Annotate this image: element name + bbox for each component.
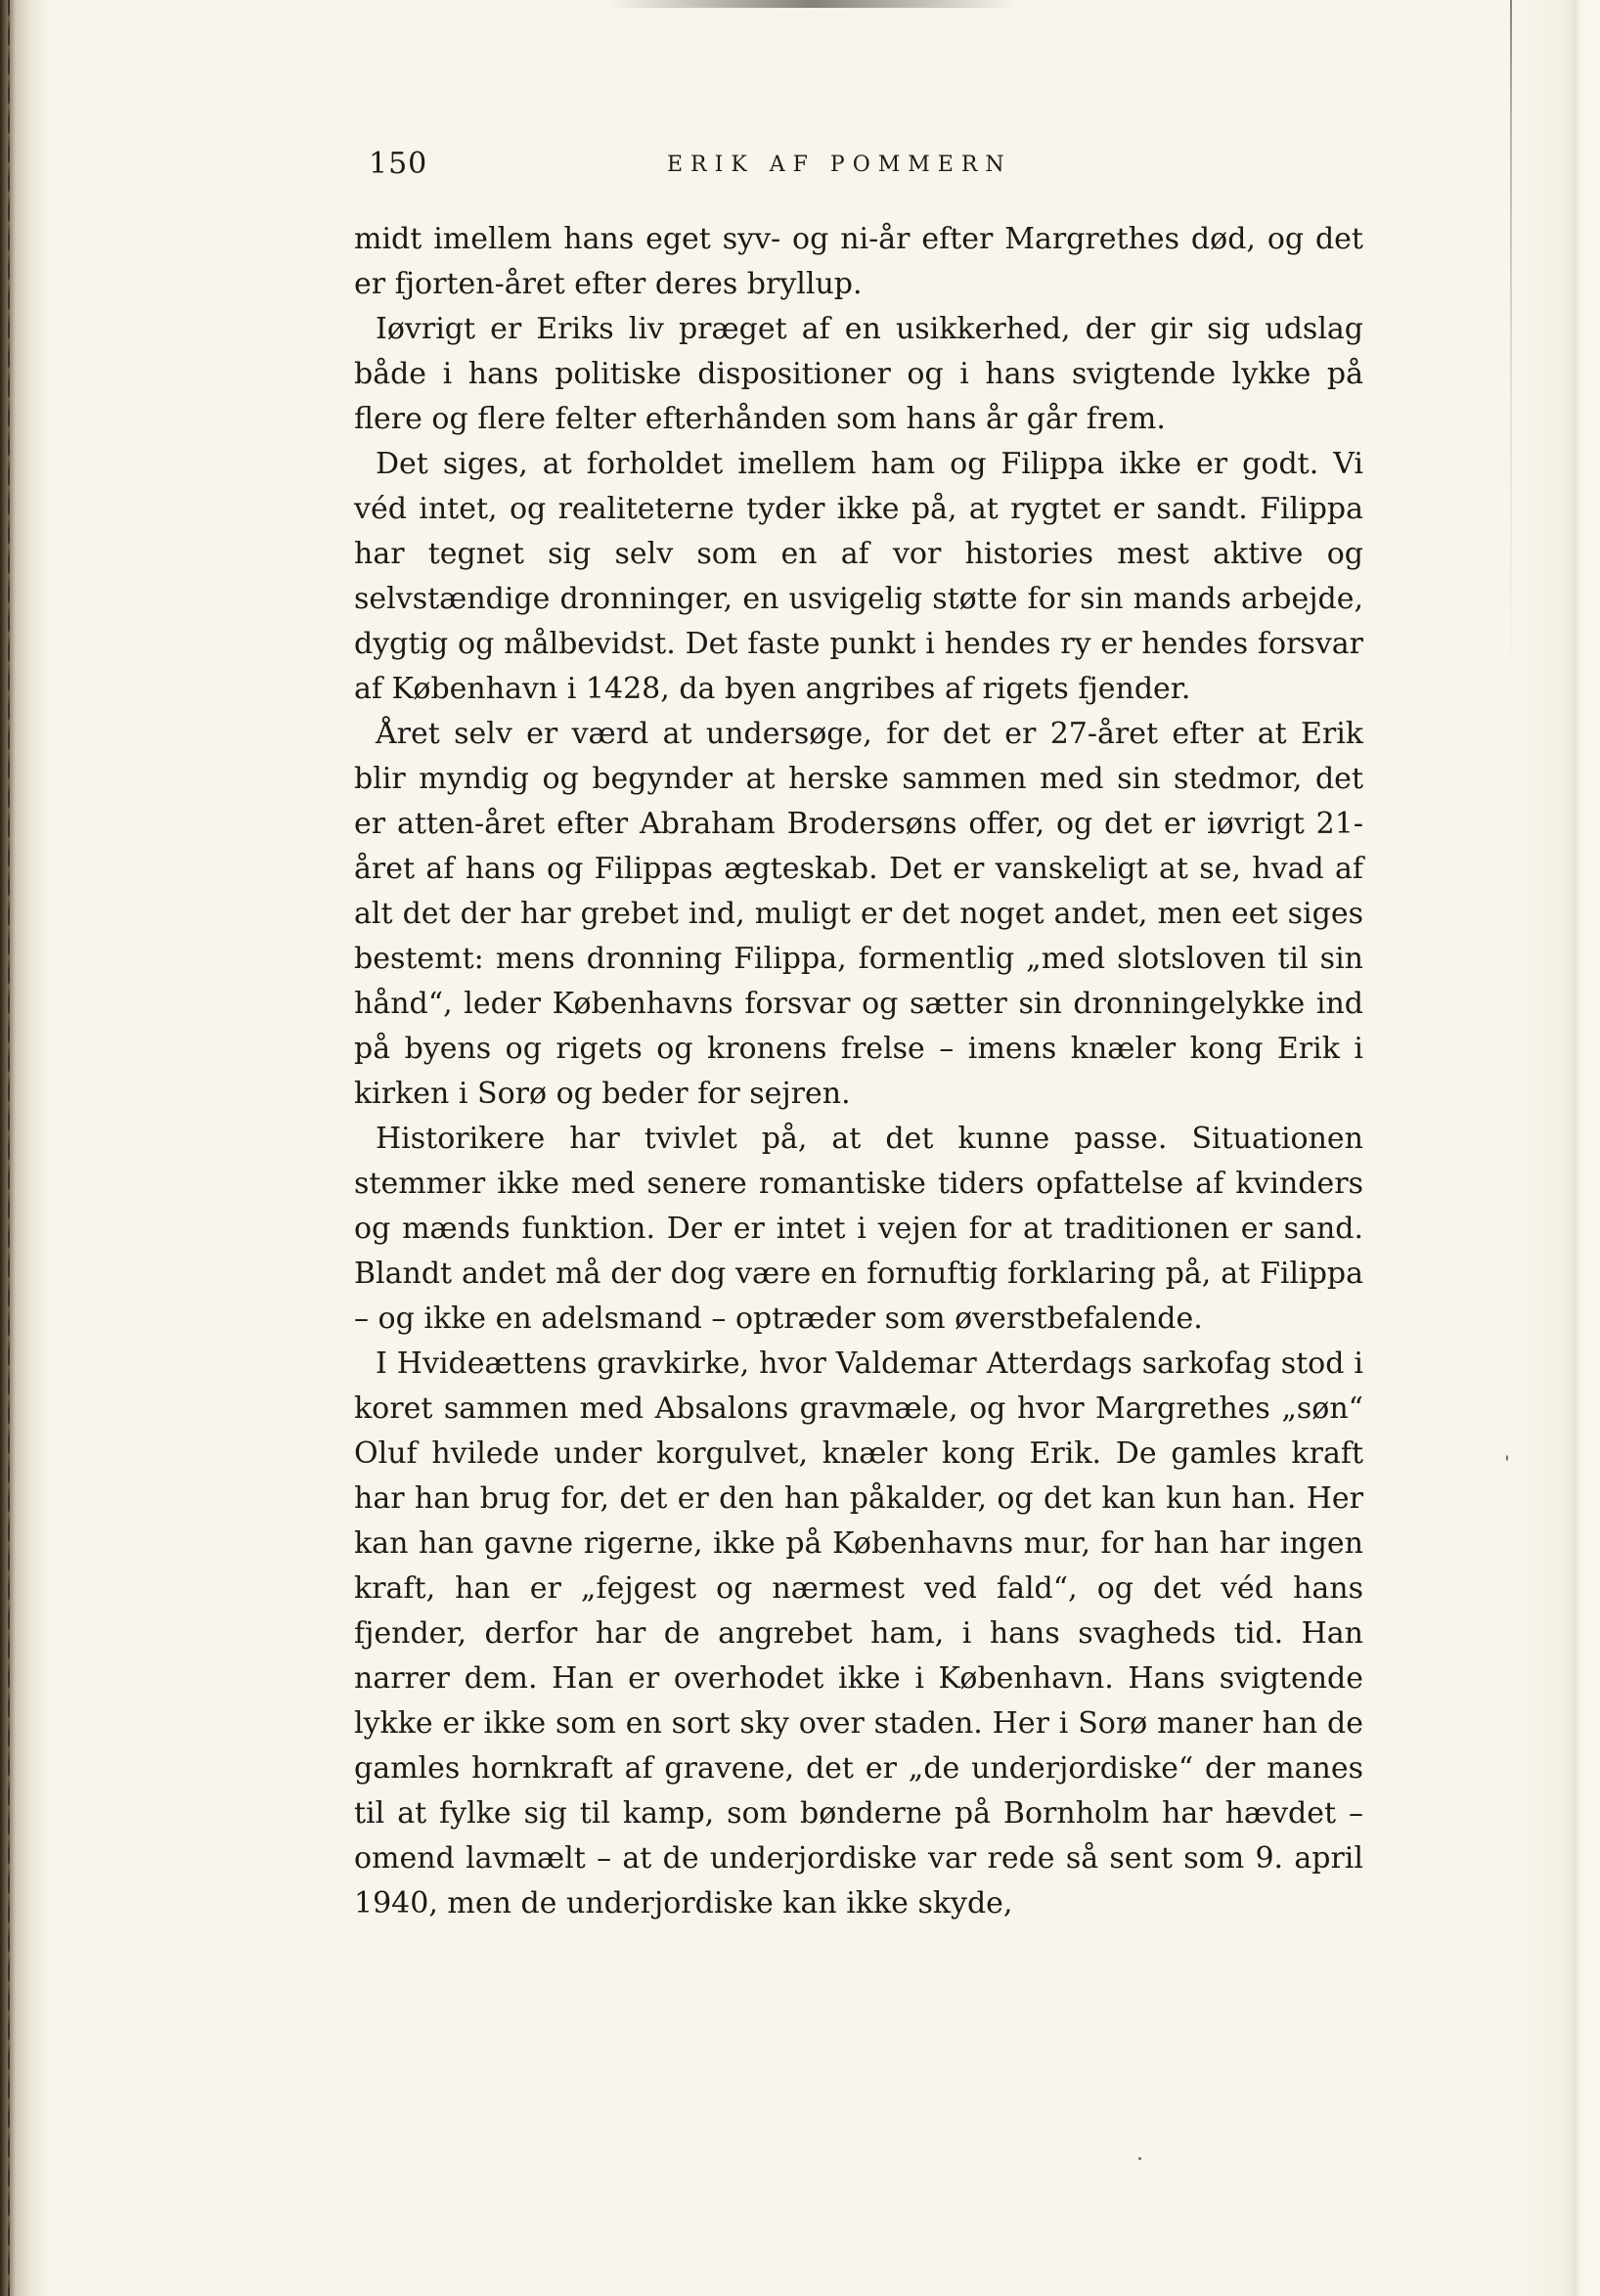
paragraph: Iøvrigt er Eriks liv præget af en usikkerhed, der gir sig udslag både i hans politiske dispositioner og i hans svigtende lykke på flere og flere felter efterhånden som hans år går frem. bbox=[354, 312, 1363, 436]
paragraph: midt imellem hans eget syv- og ni-år efter Margrethes død, og det er fjorten-året efter deres bryllup. bbox=[354, 222, 1363, 301]
paragraph: Historikere har tvivlet på, at det kunne passe. Situationen stemmer ikke med senere romantiske tiders opfattelse af kvinders og mænds funktion. Der er intet i vejen for at traditionen er sand. Blandt andet må der dog være en fornuftig forklaring på, at Filippa – og ikke en adelsmand – optræder som øverstbefalende. bbox=[354, 1122, 1363, 1336]
body-text bbox=[354, 217, 1363, 1926]
paper-speck bbox=[1506, 1455, 1508, 1461]
top-smudge bbox=[606, 0, 1017, 8]
page-edge bbox=[1512, 0, 1600, 2296]
paragraph: Det siges, at forholdet imellem ham og Filippa ikke er godt. Vi véd intet, og realiteterne tyder ikke på, at rygtet er sandt. Filippa har tegnet sig selv som en af vor histories mest aktive og selvstændige dronninger, en usvigelig støtte for sin mands arbejde, dygtig og målbevidst. Det faste punkt i hendes ry er hendes forsvar af København i 1428, da byen angribes af rigets fjender. bbox=[354, 447, 1363, 706]
paragraph: Året selv er værd at undersøge, for det er 27-året efter at Erik blir myndig og begynder at herske sammen med sin stedmor, det er atten-året efter Abraham Brodersøns offer, og det er iøvrigt 21-året af hans og Filippas ægteskab. Det er vanskeligt at se, hvad af alt det der har grebet ind, muligt er det noget andet, men eet siges bestemt: mens dronning Filippa, formentlig „med slotsloven til sin hånd“, leder Københavns forsvar og sætter sin dronningelykke ind på byens og rigets og kronens frelse – imens knæler kong Erik i kirken i Sorø og beder for sejren. bbox=[354, 717, 1363, 1111]
page-edge-shadow bbox=[1510, 0, 1512, 2296]
paragraph: I Hvideættens gravkirke, hvor Valdemar Atterdags sarkofag stod i koret sammen med Absalons gravmæle, og hvor Margrethes „søn“ Oluf hvilede under korgulvet, knæler kong Erik. De gamles kraft har han brug for, det er den han påkalder, og det kan kun han. Her kan han gavne rigerne, ikke på Københavns mur, for han har ingen kraft, han er „fejgest og nærmest ved fald“, og det véd hans fjender, derfor har de angrebet ham, i hans svagheds tid. Han narrer dem. Han er overhodet ikke i København. Hans svigtende lykke er ikke som en sort sky over staden. Her i Sorø maner han de gamles hornkraft af gravene, det er „de underjordiske“ der manes til at fylke sig til kamp, som bønderne på Bornholm har hævdet – omend lavmælt – at de underjordiske var rede så sent som 9. april 1940, men de underjordiske kan ikke skyde, bbox=[354, 1347, 1363, 1921]
running-title: ERIK AF POMMERN bbox=[667, 153, 1012, 177]
binding-edge bbox=[8, 0, 10, 2296]
paper-speck bbox=[1138, 2157, 1141, 2160]
page-number: 150 bbox=[369, 147, 428, 181]
running-head bbox=[0, 147, 1600, 196]
